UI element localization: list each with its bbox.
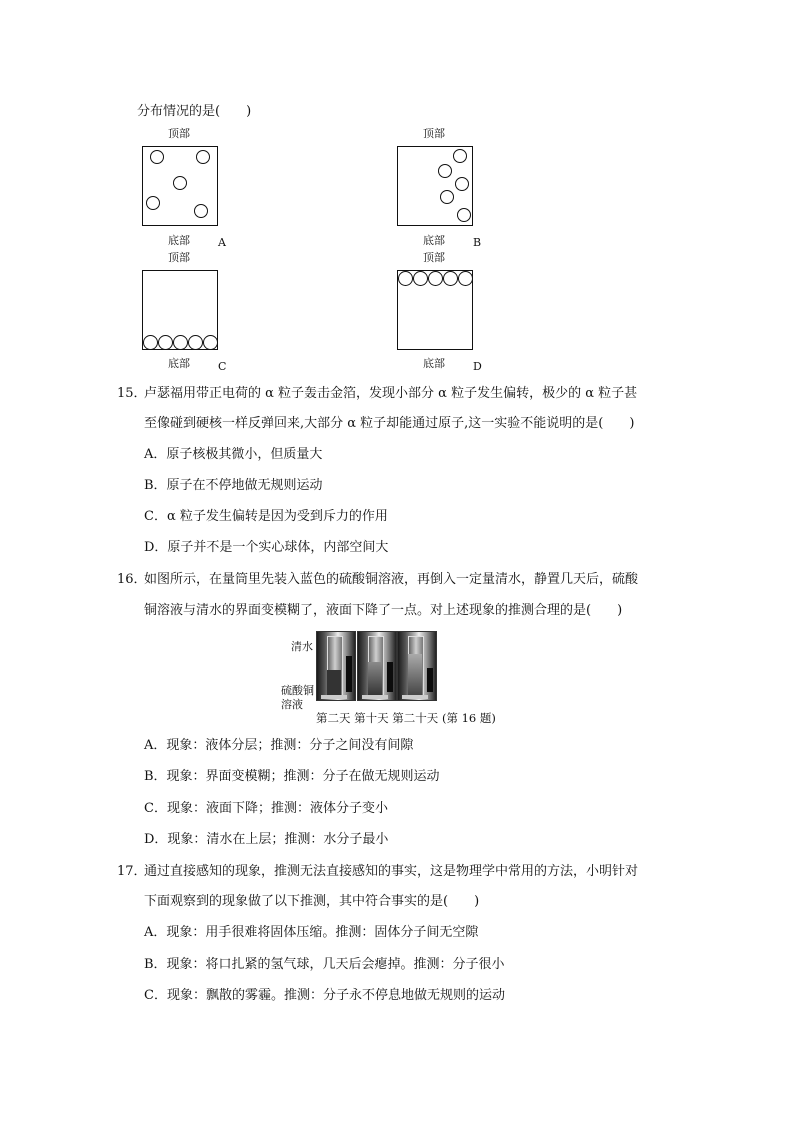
cylinder-base (362, 695, 388, 699)
particle (146, 196, 160, 210)
q14-stem-continuation: 分布情况的是( ) (137, 104, 252, 119)
particle (413, 271, 428, 286)
particle (158, 335, 173, 350)
particle (458, 271, 473, 286)
question-number: 15． (117, 386, 147, 401)
option-b[interactable]: B．原子在不停地做无规则运动 (144, 478, 323, 493)
particle (398, 271, 413, 286)
question-stem-line: 通过直接感知的现象，推测无法直接感知的事实，这是物理学中常用的方法，小明针对 (144, 864, 639, 879)
option-c[interactable]: C．现象：液面下降；推测：液体分子变小 (144, 801, 388, 816)
particle (194, 204, 208, 218)
solution-label-line2: 溶液 (281, 698, 303, 711)
shadow (427, 668, 433, 692)
option-c[interactable]: C．α 粒子发生偏转是因为受到斥力的作用 (144, 509, 388, 524)
particle (428, 271, 443, 286)
question-number: 17． (117, 864, 147, 879)
option-label: B (473, 236, 482, 249)
particle (453, 149, 467, 163)
particle (438, 164, 452, 178)
cylinder-photo-day-20 (397, 631, 437, 701)
option-d[interactable]: D．原子并不是一个实心球体，内部空间大 (144, 540, 389, 555)
particle (455, 177, 469, 191)
bottom-label: 底部 (168, 234, 190, 247)
particle (440, 190, 454, 204)
particle (196, 150, 210, 164)
cylinder-photo-day-10 (357, 631, 397, 701)
cylinder-base (402, 695, 428, 699)
shadow (387, 662, 393, 692)
water-label: 清水 (291, 640, 313, 653)
top-label: 顶部 (423, 127, 445, 140)
particle (203, 335, 218, 350)
option-label: D (473, 360, 482, 373)
particle (188, 335, 203, 350)
container-box (142, 146, 218, 226)
question-stem-line: 铜溶液与清水的界面变模糊了，液面下降了一点。对上述现象的推测合理的是( ) (144, 603, 623, 618)
option-d[interactable]: D．现象：清水在上层；推测：水分子最小 (144, 832, 389, 847)
particle (443, 271, 458, 286)
particle (173, 176, 187, 190)
container-box (397, 270, 473, 350)
option-c[interactable]: C．现象：飘散的雾霾。推测：分子永不停息地做无规则的运动 (144, 988, 505, 1003)
top-label: 顶部 (168, 127, 190, 140)
option-b[interactable]: B．现象：界面变模糊；推测：分子在做无规则运动 (144, 769, 440, 784)
option-label: A (218, 236, 226, 249)
solution-layer (368, 662, 382, 696)
bottom-label: 底部 (168, 357, 190, 370)
cylinder-base (321, 695, 347, 699)
option-a[interactable]: A．原子核极其微小，但质量大 (144, 447, 323, 462)
question-number: 16． (117, 572, 147, 587)
bottom-label: 底部 (423, 357, 445, 370)
particle (150, 150, 164, 164)
particle (173, 335, 188, 350)
top-label: 顶部 (423, 251, 445, 264)
question-stem-line: 下面观察到的现象做了以下推测，其中符合事实的是( ) (144, 894, 480, 909)
question-stem-line: 至像碰到硬核一样反弹回来,大部分 α 粒子却能通过原子,这一实验不能说明的是( ) (144, 416, 635, 431)
bottom-label: 底部 (423, 234, 445, 247)
question-stem-line: 如图所示，在量筒里先装入蓝色的硫酸铜溶液，再倒入一定量清水，静置几天后，硫酸 (144, 572, 639, 587)
particle (143, 335, 158, 350)
shadow (346, 656, 352, 692)
solution-layer (408, 654, 422, 696)
option-a[interactable]: A．现象：用手很难将固体压缩。推测：固体分子间无空隙 (144, 925, 479, 940)
container-box (142, 270, 218, 350)
particle (457, 208, 471, 222)
question-stem-line: 卢瑟福用带正电荷的 α 粒子轰击金箔，发现小部分 α 粒子发生偏转，极少的 α 粒子甚 (144, 386, 638, 401)
top-label: 顶部 (168, 251, 190, 264)
solution-layer (327, 670, 341, 696)
option-label: C (218, 360, 227, 373)
figure-caption: 第二天 第十天 第二十天 (第 16 题) (316, 711, 496, 725)
container-box (397, 146, 473, 226)
solution-label-line1: 硫酸铜 (281, 684, 314, 697)
option-a[interactable]: A．现象：液体分层；推测：分子之间没有间隙 (144, 738, 414, 753)
option-b[interactable]: B．现象：将口扎紧的氢气球，几天后会瘪掉。推测：分子很小 (144, 957, 505, 972)
cylinder-photo-day-2 (316, 631, 356, 701)
